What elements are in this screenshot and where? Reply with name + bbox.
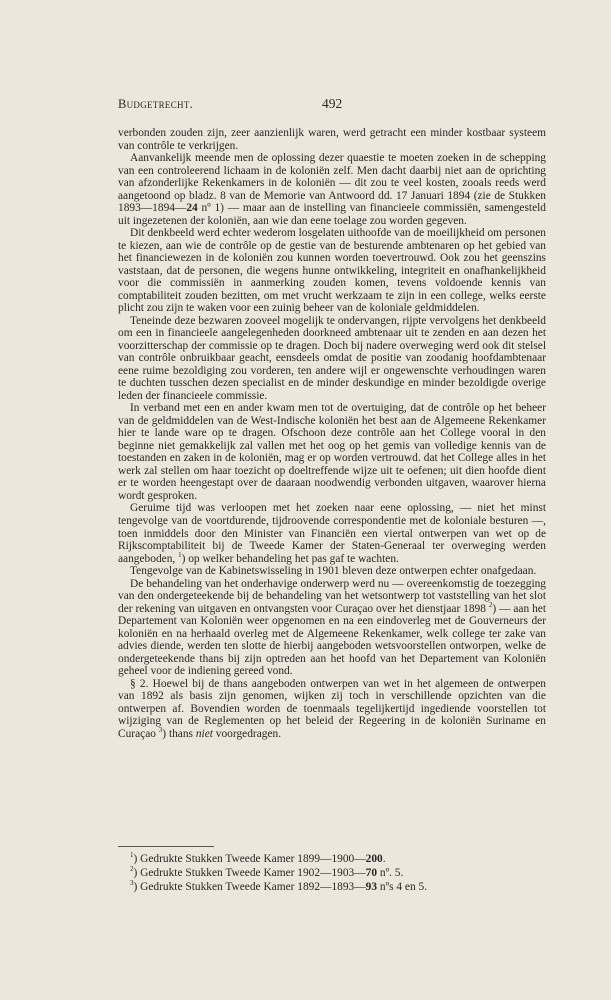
italic-word: niet <box>195 727 213 740</box>
paragraph-1: verbonden zouden zijn, zeer aanzienlijk waren, werd getracht een minder kostbaar systeem van contrôle te verkrijgen. <box>118 127 546 152</box>
paragraph-7: Tengevolge van de Kabinetswisseling in 1901 bleven deze ontwerpen echter onafgedaan. <box>130 565 537 578</box>
paragraph-6: Geruime tijd was verloopen met het zoeken naar eene oplossing, — niet het minst tengevolge van de voortdurende, tijdroovende correspondentie met de koloniale besturen —, toen inmiddels door den Minister van Financiën een viertal ontwerpen van wet op de Rijkscomptabiliteit bij de Tweede Kamer der Staten-Generaal ter overweging werden aangeboden, $^1$) op welker behandeling het pas gaf te wachten. <box>118 502 546 565</box>
page-header <box>118 97 546 113</box>
footnote-1: $^1$) Gedrukte Stukken Tweede Kamer 1899—1900—200. <box>130 851 386 865</box>
paragraph-8: De behandeling van het onderhavige onderwerp werd nu — overeenkomstig de toezegging van den ondergeteekende bij de behandeling van het wetsontwerp tot vaststelling van het slot der rekening van uitgaven en ontvangsten voor Curaçao over het dienstjaar 1898 $^2$) — aan het Departement van Koloniën weer opgenomen en na een eindoverleg met de Gouverneurs der koloniën en na herhaald overleg met de Algemeene Rekenkamer, welk college ter zake van advies diende, werden ten slotte de hierbij aangeboden wetsvoorstellen ontworpen, welke de ondergeteekende thans bij zijn optreden aan het hoofd van het Departement van Koloniën geheel voor de indiening gereed vond. <box>118 577 547 678</box>
footnote-ref: 2 <box>488 600 493 609</box>
footnote-ref: 3 <box>158 725 163 734</box>
paragraph-5: In verband met een en ander kwam men tot de overtuiging, dat de contrôle op het beheer van de geldmiddelen van de West-Indische koloniën het best aan de Algemeene Rekenkamer hier te lande ware op te dragen. Ofschoon deze contrôle aan het College vooral in den beginne niet gemakkelijk zal vallen met het oog op het gemis van volledige kennis van de toestanden en zaken in de koloniën, mag er op worden vertrouwd. dat het College alles in het werk zal stellen om haar toezicht op doeltreffende wijze uit te oefenen; uit dien hoofde dient er te worden heengestapt over de daaraan noodwendig verbonden uitgaven, waarover hierna wordt gesproken. <box>118 402 546 502</box>
paragraph-4: Teneinde deze bezwaren zooveel mogelijk te ondervangen, rijpte vervolgens het denkbeeld om een in financieele aangelegenheden doorkneed ambtenaar uit te zenden en aan dezen het voorzitterschap der commissie op te dragen. Doch bij nadere overweging werd ook dit stelsel van contrôle onbruikbaar geacht, eensdeels omdat de positie van zoodanig hoofdambtenaar eene ruime bezoldiging zou vorderen, ten andere wijl er ongewenschte verhoudingen waren te duchten tusschen dezen specialist en de minder deskundige en minder bezoldigde overige leden der financieele commissie. <box>118 314 546 402</box>
paragraph-9: § 2. Hoewel bij de thans aangeboden ontwerpen van wet in het algemeen de ontwerpen van 1892 als basis zijn genomen, wijken zij toch in verschillende opzichten van die ontwerpen af. Bovendien worden de toenmaals tegelijkertijd ingediende voorstellen tot wijziging van de Reglementen op het beleid der Regeering in de koloniën Suriname en Curaçao $^3$) thans niet voorgedragen. <box>118 677 546 740</box>
running-head: Budgetrecht. <box>118 97 194 111</box>
footnotes <box>130 852 546 895</box>
footnote-2: $^2$) Gedrukte Stukken Tweede Kamer 1902—1903—70 nº. 5. <box>130 865 404 880</box>
footnote-3: $^3$) Gedrukte Stukken Tweede Kamer 1892—1893—93 nºs 4 en 5. <box>130 879 428 894</box>
bold-number: 24 <box>186 202 198 215</box>
footnote-ref: 1 <box>178 550 182 559</box>
paragraph-2: Aanvankelijk meende men de oplossing dezer quaestie te moeten zoeken in de schepping van een controleerend lichaam in de koloniën zelf. Men dacht daarbij niet aan de oprichting van afzonderlijke Rekenkamers in de koloniën — dit zou te veel kosten, zooals reeds werd aangetoond op bladz. 8 van de Memorie van Antwoord dd. 17 Januari 1894 (zie de Stukken 1893—1894—24 nº 1) — maar aan de instelling van financieele commissiën, samengesteld uit ingezetenen der koloniën, aan wie dan eene toelage zou worden gegeven. <box>118 152 546 227</box>
page-number: 492 <box>322 96 343 111</box>
footnote-divider <box>118 846 214 847</box>
body-text <box>118 127 546 740</box>
paragraph-3: Dit denkbeeld werd echter wederom losgelaten uithoofde van de moeilijkheid om personen te kiezen, aan wie de contrôle op de gestie van de besturende ambtenaren op het gebied van het financiewezen in de koloniën zou kunnen worden toevertrouwd. Ook zou het geenszins vaststaan, dat de personen, die wegens hunne ontwikkeling, integriteit en onafhankelijkheid voor die commissiën in aanmerking zouden komen, tevens voldoende kennis van comptabiliteit zouden bezitten, om met vrucht werkzaam te zijn in een college, welks eerste plicht zou zijn te waken voor een zuinig beheer van de koloniale geldmiddelen. <box>118 227 546 315</box>
